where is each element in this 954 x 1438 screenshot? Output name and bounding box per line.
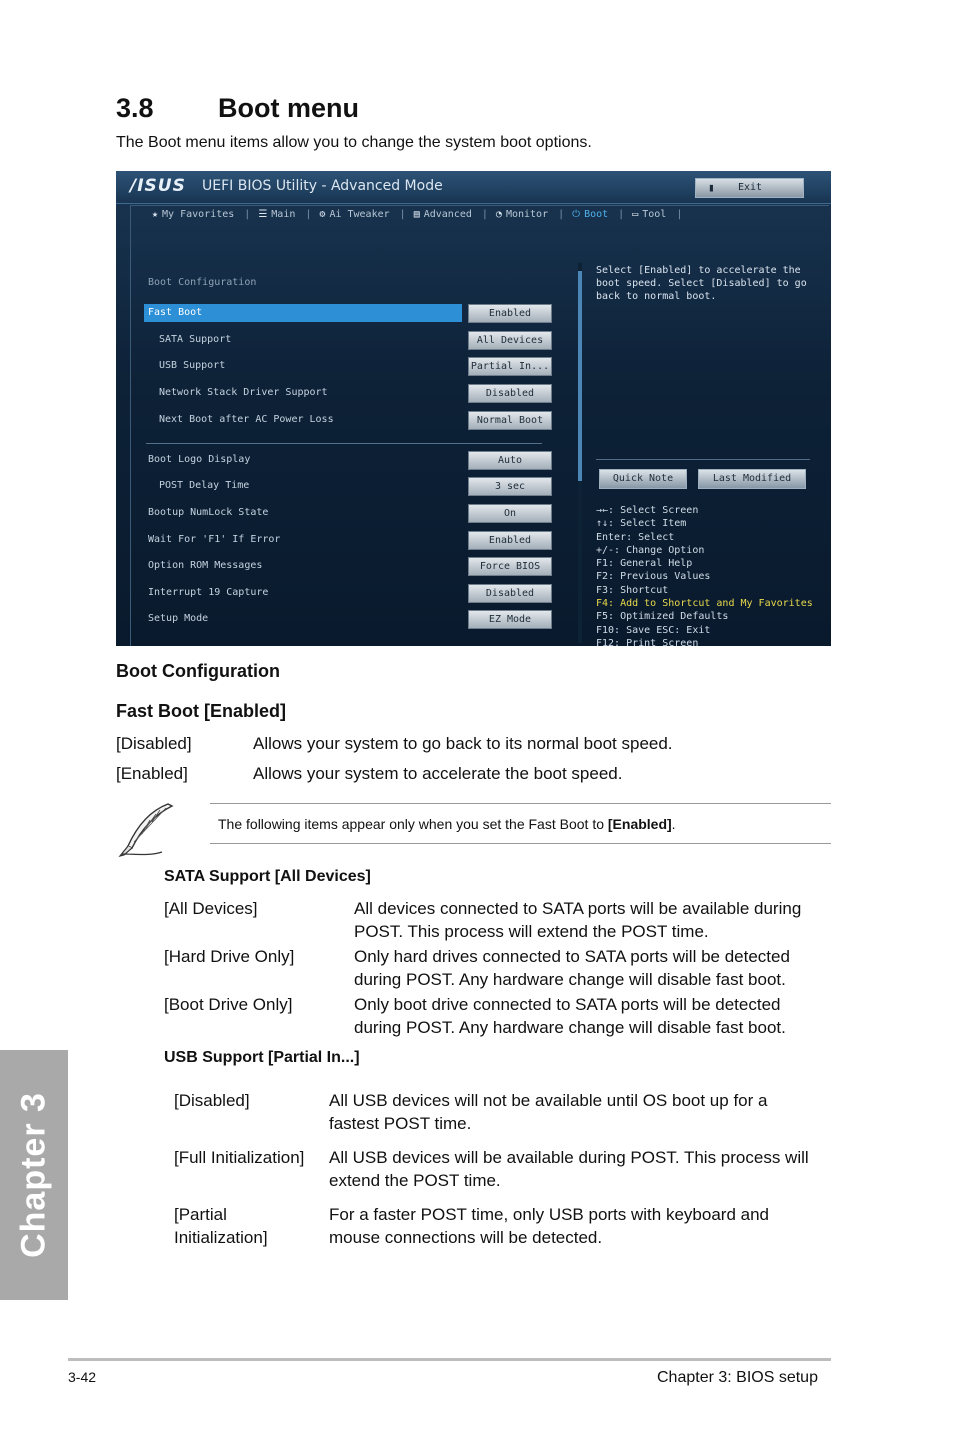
option-description: fastest POST time. <box>329 1114 472 1133</box>
row-value-button[interactable]: Auto <box>468 451 552 470</box>
list-icon: ☰ <box>258 209 268 220</box>
option-description: Allows your system to go back to its normal boot speed. <box>253 734 673 753</box>
bios-nav: ★ My Favorites | ☰ Main | ⚙ Ai Tweaker | ▤ Advanced | ◔ Monitor | ⏻ Boot | ▭ Tool | <box>152 209 683 220</box>
tab-label: Monitor <box>505 209 549 220</box>
bios-title: UEFI BIOS Utility - Advanced Mode <box>202 178 443 194</box>
option-key: [Enabled] <box>116 764 188 783</box>
bios-row-setup-mode[interactable] <box>142 610 582 630</box>
usb-support-heading: USB Support [Partial In...] <box>164 1049 360 1066</box>
option-description: during POST. Any hardware change will disable fast boot. <box>354 1018 786 1037</box>
note-bold: [Enabled] <box>607 816 672 832</box>
row-value-button[interactable]: EZ Mode <box>468 610 552 629</box>
key-hint: →←: Select Screen <box>596 505 699 516</box>
note-text: The following items appear only when you set the Fast Boot to [Enabled]. <box>218 816 676 832</box>
bios-key-legend <box>596 504 828 646</box>
tab-label: Ai Tweaker <box>329 209 390 220</box>
row-label: Setup Mode <box>148 613 209 624</box>
tab-advanced[interactable] <box>414 209 472 220</box>
help-divider <box>596 459 810 460</box>
row-value-button[interactable]: Force BIOS <box>468 557 552 576</box>
option-description: All USB devices will not be available until OS boot up for a <box>329 1091 768 1110</box>
row-label: Wait For 'F1' If Error <box>148 534 281 545</box>
key-hint: ↑↓: Select Item <box>596 518 687 530</box>
tool-icon: ▭ <box>632 209 639 220</box>
bios-help-text: Select [Enabled] to accelerate the boot speed. Select [Disabled] to go back to normal boot. <box>596 265 807 302</box>
section-number: 3.8 <box>116 93 154 123</box>
exit-label: Exit <box>738 182 763 193</box>
section-title: Boot menu <box>218 93 359 123</box>
key-hint: F5: Optimized Defaults <box>596 611 729 623</box>
bios-row-fast-boot[interactable] <box>142 304 582 324</box>
bios-row-sata-support[interactable] <box>142 331 582 351</box>
tab-my-favorites[interactable] <box>152 209 234 220</box>
tab-label: Advanced <box>423 209 472 220</box>
bios-row-option-rom[interactable] <box>142 557 582 577</box>
option-key: [Hard Drive Only] <box>164 947 295 966</box>
boot-configuration-heading: Boot Configuration <box>116 661 280 681</box>
option-description: during POST. Any hardware change will disable fast boot. <box>354 970 786 989</box>
quill-note-icon <box>116 800 176 858</box>
option-description: mouse connections will be detected. <box>329 1228 603 1247</box>
option-description: All USB devices will be available during POST. This process will <box>329 1148 809 1167</box>
option-description: All devices connected to SATA ports will be available during <box>354 899 802 918</box>
option-key: [Full Initialization] <box>174 1148 305 1167</box>
quick-note-button[interactable]: Quick Note <box>599 469 687 489</box>
option-description: Only hard drives connected to SATA ports will be detected <box>354 947 790 966</box>
row-value-button[interactable]: All Devices <box>468 331 552 350</box>
key-hint: F4: Add to Shortcut and My Favorites <box>596 598 813 610</box>
exit-button[interactable] <box>695 178 804 198</box>
bios-row-numlock[interactable] <box>142 504 582 524</box>
row-value-button[interactable]: On <box>468 504 552 523</box>
footer-rule <box>68 1358 831 1361</box>
bios-row-network-stack[interactable] <box>142 384 582 404</box>
option-key: [Partial <box>174 1205 227 1224</box>
row-value-button[interactable]: Normal Boot <box>468 411 552 430</box>
tab-label: Boot <box>584 209 609 220</box>
option-key: [Disabled] <box>174 1091 250 1110</box>
row-value-button[interactable]: Enabled <box>468 531 552 550</box>
bios-row-usb-support[interactable] <box>142 357 582 377</box>
row-label: USB Support <box>159 360 226 371</box>
chapter-side-tab <box>0 1050 68 1300</box>
footer-chapter-title: Chapter 3: BIOS setup <box>657 1369 818 1386</box>
page-number: 3-42 <box>68 1369 97 1385</box>
bios-row-interrupt-19[interactable] <box>142 584 582 604</box>
key-hint: F10: Save ESC: Exit <box>596 624 711 636</box>
chapter-tab-label: Chapter 3 <box>14 1092 53 1258</box>
row-value-button[interactable]: Disabled <box>468 384 552 403</box>
bios-screenshot <box>116 171 831 646</box>
bios-scroll-thumb[interactable] <box>578 271 582 481</box>
sata-support-heading: SATA Support [All Devices] <box>164 868 371 885</box>
tab-monitor[interactable] <box>496 209 548 220</box>
bios-section-label: Boot Configuration <box>148 277 257 288</box>
row-value-button[interactable]: Partial In... <box>468 357 552 376</box>
key-hint: Enter: Select <box>596 531 675 543</box>
row-label: Option ROM Messages <box>148 560 263 571</box>
star-icon: ★ <box>152 209 159 220</box>
note-rule-top <box>210 803 831 804</box>
tab-main[interactable] <box>258 209 295 220</box>
row-label: Network Stack Driver Support <box>159 387 328 398</box>
bios-divider <box>146 443 542 444</box>
key-hint: F12: Print Screen <box>596 637 699 646</box>
gauge-icon: ◔ <box>495 209 502 220</box>
row-label: Boot Logo Display <box>148 454 251 465</box>
row-value-button[interactable]: Disabled <box>468 584 552 603</box>
bios-row-post-delay[interactable] <box>142 477 582 497</box>
option-key: [Boot Drive Only] <box>164 995 293 1014</box>
power-icon: ⏻ <box>572 209 581 220</box>
bios-row-boot-logo[interactable] <box>142 451 582 471</box>
gear-icon: ⚙ <box>319 209 326 220</box>
row-label: Next Boot after AC Power Loss <box>159 414 334 425</box>
option-description: Only boot drive connected to SATA ports will be detected <box>354 995 781 1014</box>
option-key: [Disabled] <box>116 734 192 753</box>
last-modified-button[interactable]: Last Modified <box>698 469 806 489</box>
fast-boot-heading: Fast Boot [Enabled] <box>116 701 286 721</box>
row-label: SATA Support <box>159 334 232 345</box>
tab-tool[interactable] <box>632 209 666 220</box>
option-key: [All Devices] <box>164 899 258 918</box>
option-description: Allows your system to accelerate the boot speed. <box>253 764 623 783</box>
key-hint: F3: Shortcut <box>596 584 669 596</box>
row-label: POST Delay Time <box>159 480 250 491</box>
option-key: Initialization] <box>174 1228 268 1247</box>
advanced-icon: ▤ <box>413 209 420 220</box>
exit-door-icon: ▮ <box>708 181 715 194</box>
key-hint: F2: Previous Values <box>596 571 711 583</box>
option-description: extend the POST time. <box>329 1171 501 1190</box>
row-label: Bootup NumLock State <box>148 507 269 518</box>
bios-row-next-boot[interactable] <box>142 411 582 431</box>
bios-titlebar <box>116 171 831 204</box>
row-value-button[interactable]: 3 sec <box>468 477 552 496</box>
tab-label: My Favorites <box>162 209 235 220</box>
tab-ai-tweaker[interactable] <box>319 209 389 220</box>
note-rule-bottom <box>210 843 831 844</box>
row-label: Fast Boot <box>148 307 203 318</box>
tab-label: Main <box>271 209 296 220</box>
row-value-button[interactable]: Enabled <box>468 304 552 323</box>
option-description: For a faster POST time, only USB ports with keyboard and <box>329 1205 769 1224</box>
section-intro: The Boot menu items allow you to change the system boot options. <box>116 134 592 151</box>
key-hint: +/-: Change Option <box>596 544 705 556</box>
option-description: POST. This process will extend the POST time. <box>354 922 709 941</box>
asus-logo: /ISUS <box>130 176 186 196</box>
tab-boot[interactable] <box>572 209 608 220</box>
bios-row-wait-f1[interactable] <box>142 531 582 551</box>
row-label: Interrupt 19 Capture <box>148 587 269 598</box>
tab-label: Tool <box>642 209 667 220</box>
key-hint: F1: General Help <box>596 558 693 570</box>
